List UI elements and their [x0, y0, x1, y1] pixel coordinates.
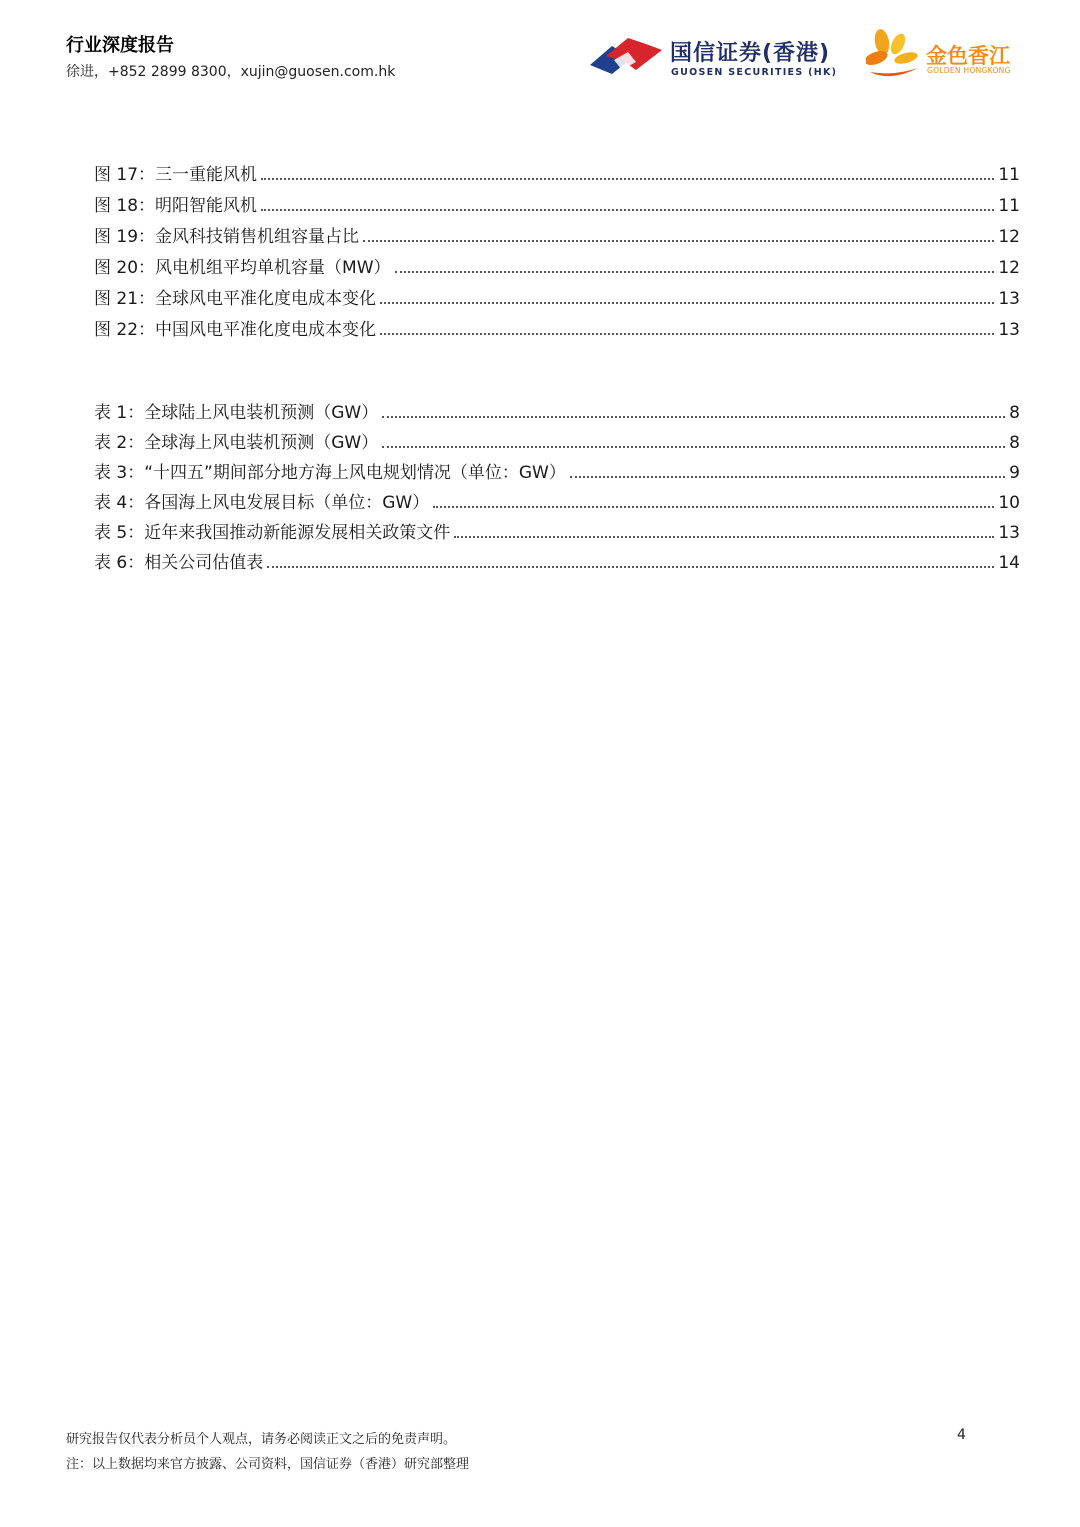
dot-leader	[267, 566, 994, 568]
toc-entry[interactable]	[94, 393, 1020, 423]
guosen-logo	[588, 30, 840, 82]
source-note: 注：以上数据均来官方披露、公司资料，国信证券（香港）研究部整理	[66, 1457, 470, 1472]
analyst-contact: 徐进，+852 2899 8300，xujin@guosen.com.hk	[66, 64, 396, 80]
report-type-title: 行业深度报告	[66, 35, 174, 56]
toc-entry[interactable]	[94, 216, 1020, 247]
toc-entry-page: 9	[1009, 463, 1020, 483]
toc-entry-page: 8	[1009, 403, 1020, 423]
golden-name-cn: 金色香江	[926, 44, 1010, 68]
dot-leader	[433, 506, 994, 508]
toc-entry[interactable]	[94, 309, 1020, 340]
dot-leader	[261, 209, 994, 211]
dot-leader	[382, 446, 1005, 448]
toc-entry-page: 13	[998, 289, 1020, 309]
dot-leader	[395, 271, 995, 273]
toc-entry-page: 11	[998, 196, 1020, 216]
figure-index	[94, 154, 1020, 340]
toc-entry-label: 表 2：全球海上风电装机预测（GW）	[94, 433, 379, 453]
toc-entry-page: 10	[998, 493, 1020, 513]
golden-flower-icon	[866, 28, 924, 84]
dot-leader	[570, 476, 1005, 478]
toc-entry-page: 13	[998, 320, 1020, 340]
disclaimer-text: 研究报告仅代表分析员个人观点，请务必阅读正文之后的免责声明。	[66, 1432, 457, 1447]
toc-entry-page: 8	[1009, 433, 1020, 453]
toc-entry-label: 表 1：全球陆上风电装机预测（GW）	[94, 403, 379, 423]
toc-entry[interactable]	[94, 483, 1020, 513]
toc-entry-label: 表 6：相关公司估值表	[94, 553, 264, 573]
dot-leader	[380, 302, 994, 304]
toc-entry[interactable]	[94, 185, 1020, 216]
toc-entry-label: 图 17：三一重能风机	[94, 165, 258, 185]
toc-entry-label: 表 4：各国海上风电发展目标（单位：GW）	[94, 493, 430, 513]
toc-entry-label: 图 22：中国风电平准化度电成本变化	[94, 320, 377, 340]
dot-leader	[261, 178, 994, 180]
toc-entry-page: 11	[998, 165, 1020, 185]
toc-entry-label: 图 19：金风科技销售机组容量占比	[94, 227, 360, 247]
toc-entry[interactable]	[94, 543, 1020, 573]
dot-leader	[363, 240, 994, 242]
dot-leader	[382, 416, 1005, 418]
toc-entry-label: 图 20：风电机组平均单机容量（MW）	[94, 258, 391, 278]
toc-entry-label: 表 5：近年来我国推动新能源发展相关政策文件	[94, 523, 451, 543]
guosen-mark-icon	[588, 32, 664, 78]
page-number: 4	[957, 1427, 966, 1443]
guosen-name-en: GUOSEN SECURITIES (HK)	[671, 67, 838, 78]
toc-entry[interactable]	[94, 278, 1020, 309]
dot-leader	[454, 536, 994, 538]
toc-entry-label: 表 3：“十四五”期间部分地方海上风电规划情况（单位：GW）	[94, 463, 566, 483]
guosen-name-cn: 国信证券(香港)	[670, 41, 831, 66]
toc-entry-page: 12	[998, 258, 1020, 278]
dot-leader	[380, 333, 994, 335]
toc-entry-label: 图 21：全球风电平准化度电成本变化	[94, 289, 377, 309]
toc-entry-page: 12	[998, 227, 1020, 247]
toc-entry[interactable]	[94, 453, 1020, 483]
toc-entry[interactable]	[94, 247, 1020, 278]
toc-entry[interactable]	[94, 513, 1020, 543]
toc-entry[interactable]	[94, 423, 1020, 453]
toc-entry-page: 13	[998, 523, 1020, 543]
golden-hongkong-logo	[866, 28, 1016, 84]
toc-entry-page: 14	[998, 553, 1020, 573]
toc-entry-label: 图 18：明阳智能风机	[94, 196, 258, 216]
table-index	[94, 393, 1020, 573]
toc-entry[interactable]	[94, 154, 1020, 185]
golden-name-en: GOLDEN HONGKONG	[927, 66, 1011, 75]
